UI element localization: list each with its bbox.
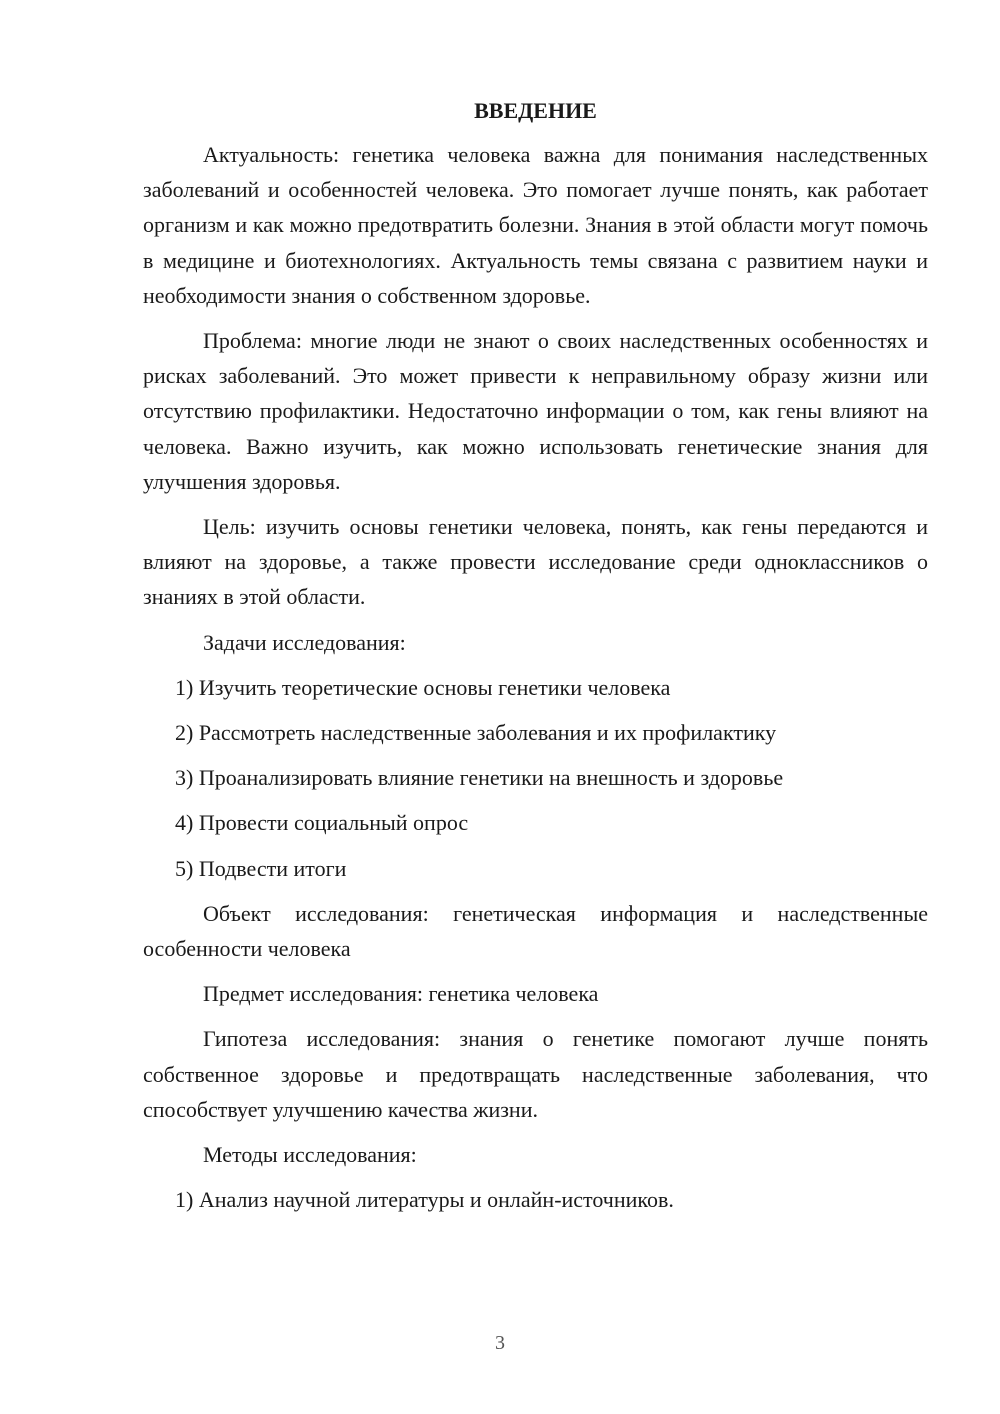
section-title: ВВЕДЕНИЕ <box>474 98 597 123</box>
page-content <box>143 95 928 1227</box>
method-item: 1) Анализ научной литературы и онлайн-источников. <box>175 1187 674 1213</box>
task-item: 4) Провести социальный опрос <box>175 810 469 836</box>
methods-heading: Методы исследования: <box>203 1142 417 1168</box>
page-number: 3 <box>495 1332 505 1354</box>
tasks-heading: Задачи исследования: <box>203 629 406 655</box>
problem-paragraph: Проблема: многие люди не знают о своих наследственных особенностях и рисках заболеваний. Это может привести к неправильному образу жизни или отсутствию профилактики. Недостаточно информации о том, как гены влияют на человека. Важно изучить, как можно использовать генетические знания для улучшения здоровья. <box>143 328 928 494</box>
object-paragraph: Объект исследования: генетическая информация и наследственные особенности человека <box>143 900 928 962</box>
subject-paragraph: Предмет исследования: генетика человека <box>203 981 599 1007</box>
hypothesis-paragraph: Гипотеза исследования: знания о генетике помогают лучше понять собственное здоровье и предотвращать наследственные заболевания, что способствует улучшению качества жизни. <box>143 1026 928 1122</box>
task-item: 1) Изучить теоретические основы генетики человека <box>175 674 671 700</box>
task-item: 3) Проанализировать влияние генетики на внешность и здоровье <box>175 765 784 791</box>
goal-paragraph: Цель: изучить основы генетики человека, понять, как гены передаются и влияют на здоровье, а также провести исследование среди одноклассников о знаниях в этой области. <box>143 514 928 610</box>
task-item: 5) Подвести итоги <box>175 855 347 881</box>
relevance-paragraph: Актуальность: генетика человека важна для понимания наследственных заболеваний и особенностей человека. Это помогает лучше понять, как работает организм и как можно предотвратить болезни. Знания в этой области могут помочь в медицине и биотехнологиях. Актуальность темы связана с развитием науки и необходимости знания о собственном здоровье. <box>143 142 928 308</box>
task-item: 2) Рассмотреть наследственные заболевания и их профилактику <box>175 720 777 746</box>
